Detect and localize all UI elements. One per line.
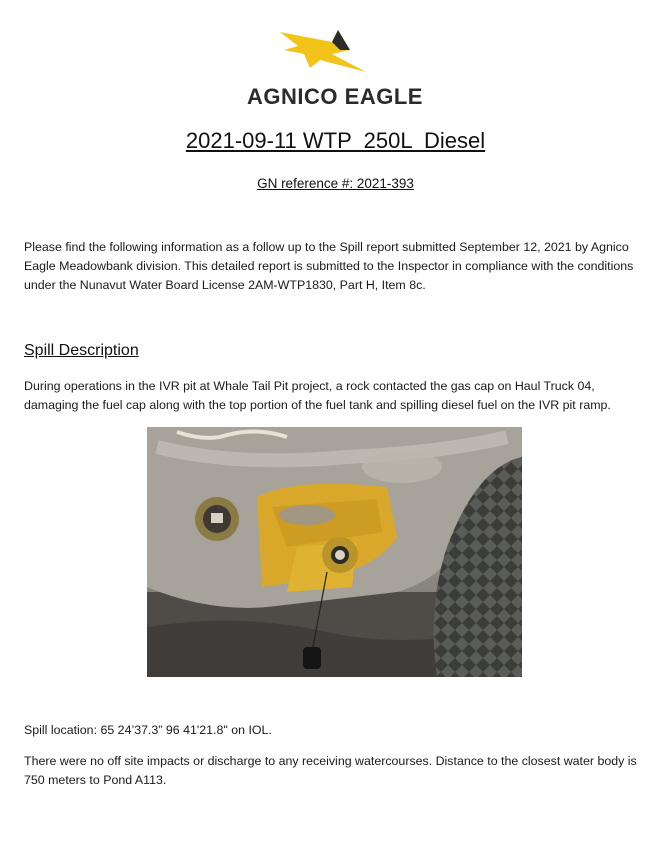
eagle-logo-icon xyxy=(280,20,370,78)
intro-paragraph: Please find the following information as a follow up to the Spill report submitted September 12, 2021 by Agnico Eagle Meadowbank division. This detailed report is submitted to the Inspector in compliance with the conditions under the Nunavut Water Board License 2AM-WTP1830, Part H, Item 8c. xyxy=(24,240,634,292)
gn-reference: GN reference #: 2021-393 xyxy=(257,176,414,191)
spill-location: Spill location: 65 24’37.3” 96 41'21.8" on IOL. xyxy=(24,723,272,737)
impact-statement: There were no off site impacts or discharge to any receiving watercourses. Distance to the closest water body is 750 meters to Pond A113. xyxy=(24,754,637,787)
spill-description-text: During operations in the IVR pit at Whale Tail Pit project, a rock contacted the gas cap on Haul Truck 04, damaging the fuel cap along with the top portion of the fuel tank and spilling diesel fuel on the IVR pit ramp. xyxy=(24,379,611,412)
document-title: 2021-09-11 WTP 250L Diesel xyxy=(185,128,486,153)
spill-description-heading: Spill Description xyxy=(24,342,139,359)
company-logo xyxy=(240,20,430,112)
damaged-fuel-tank-photo xyxy=(147,427,522,677)
logo-wordmark: AGNICO EAGLE xyxy=(247,84,423,109)
